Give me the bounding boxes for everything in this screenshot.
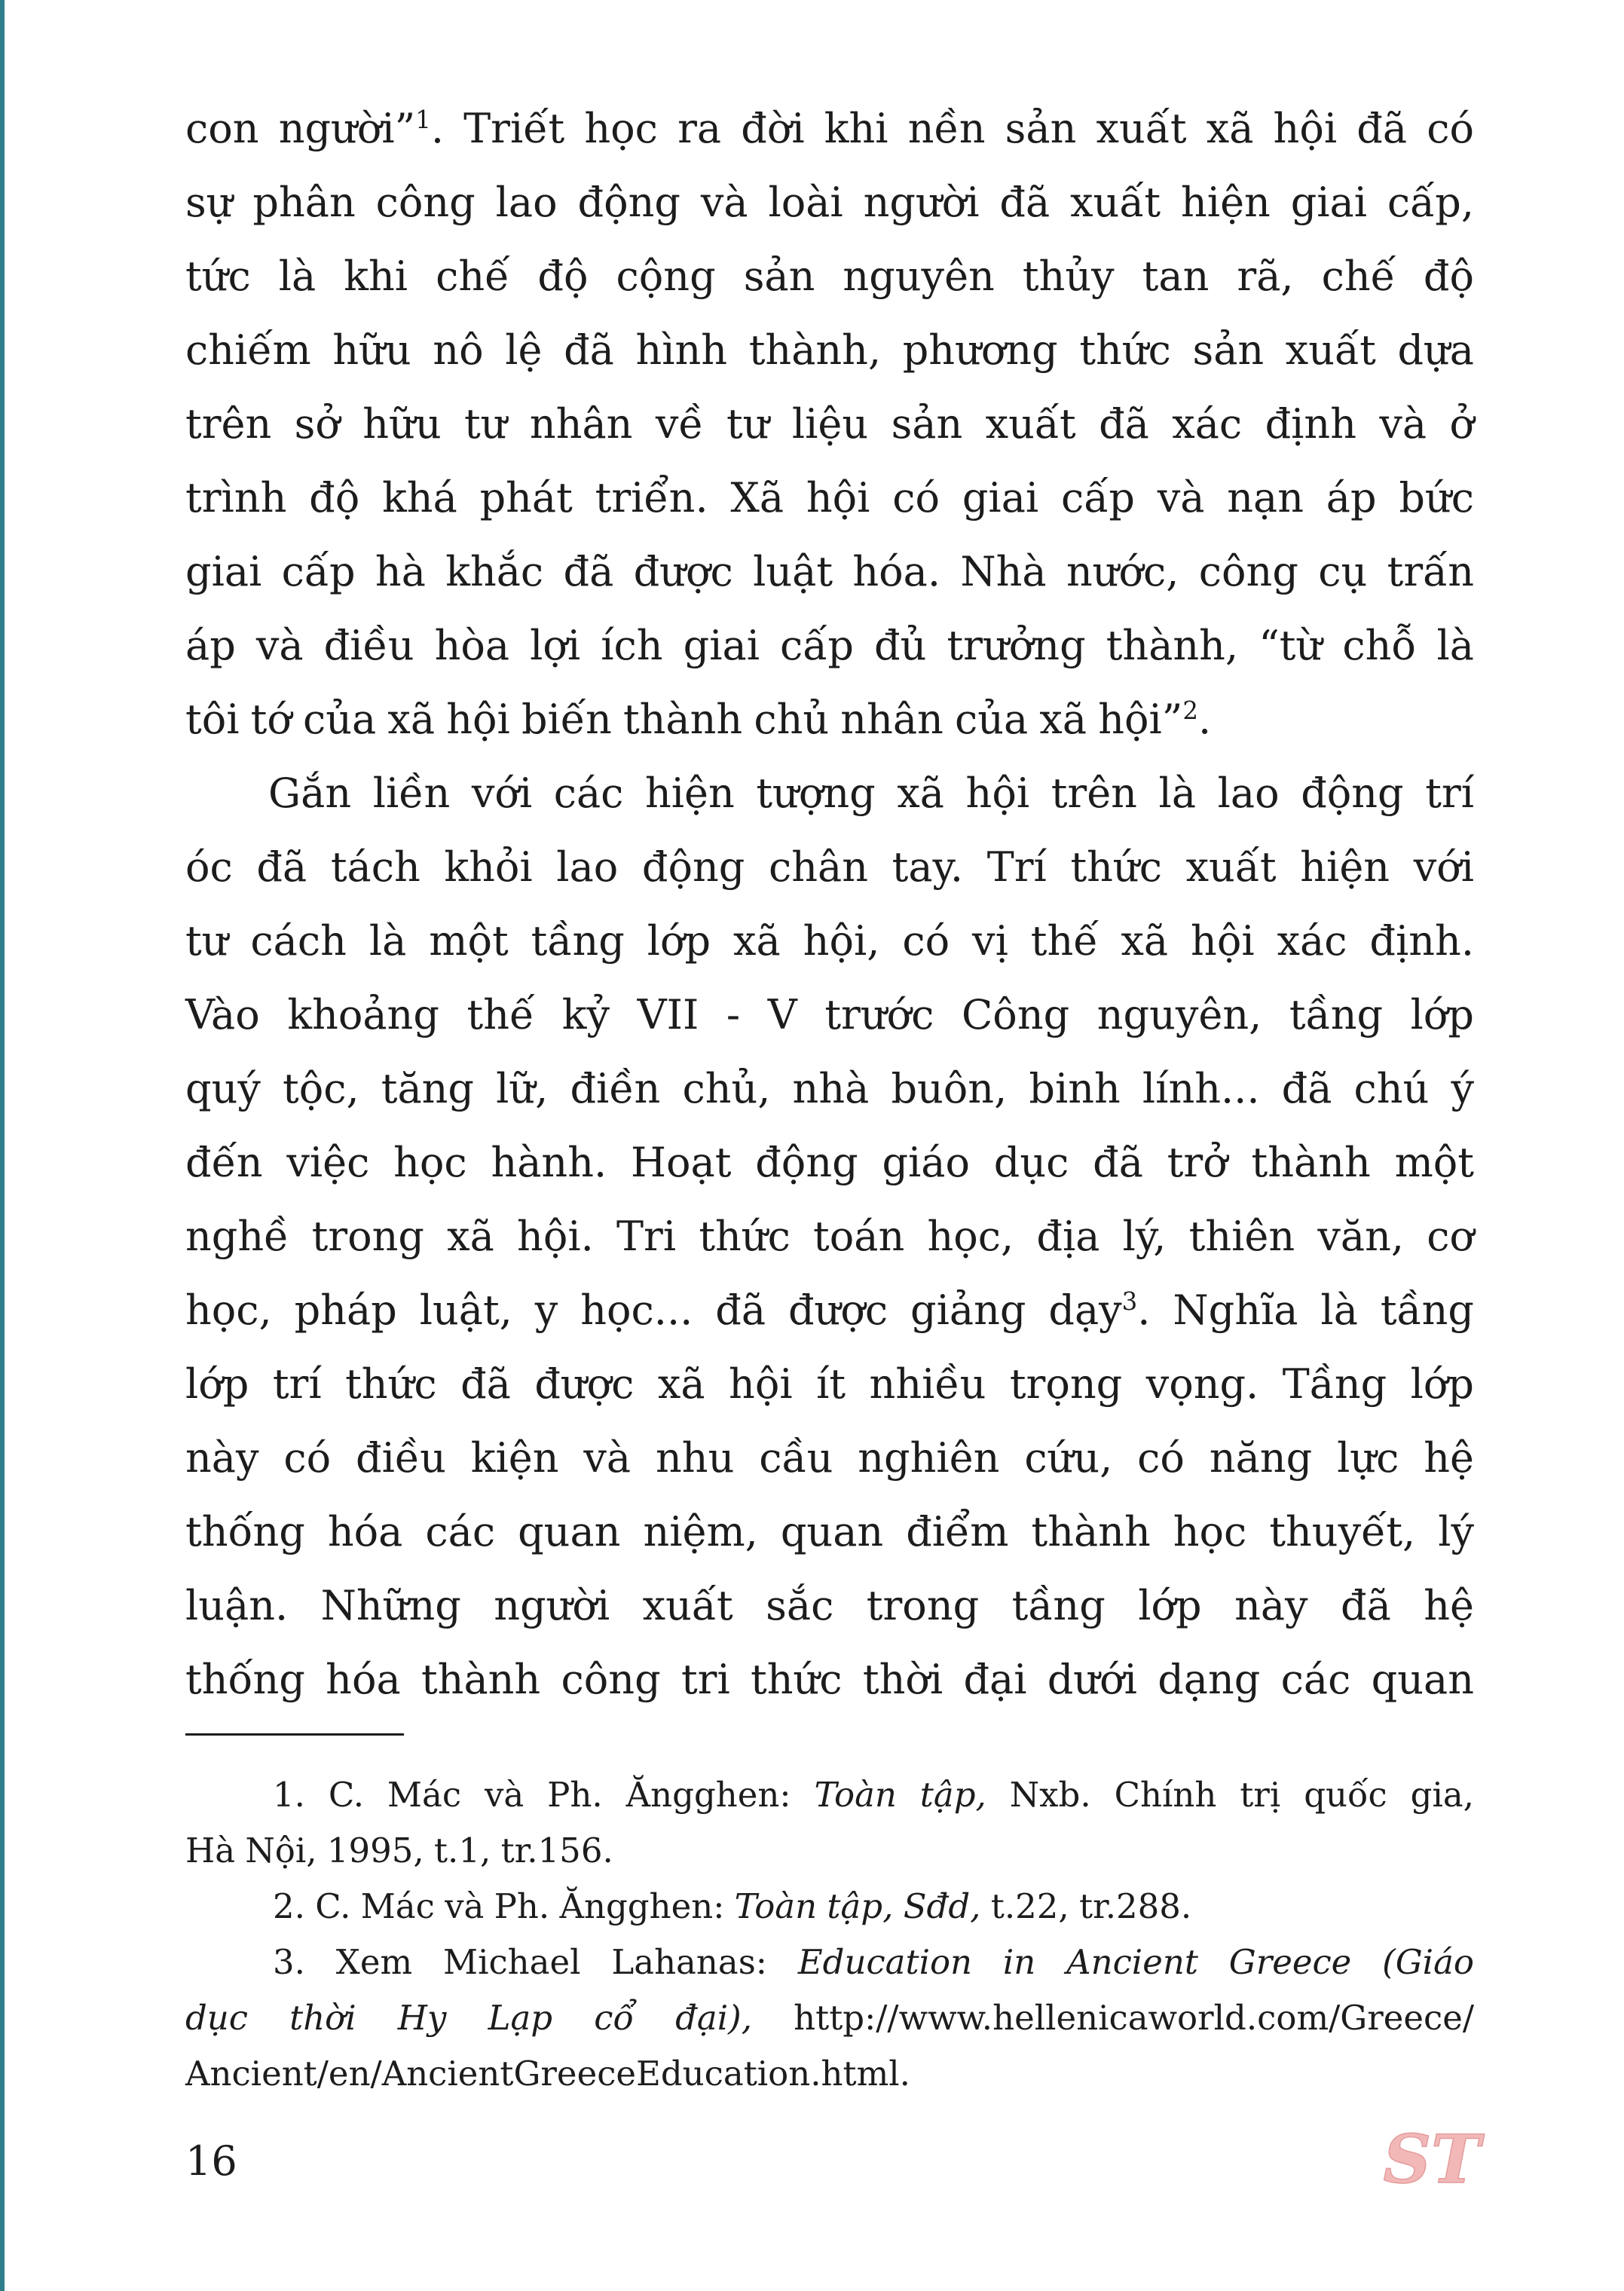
body-line: chiếm hữu nô lệ đã hình thành, phương thức sản xuất dựa [185,326,1474,374]
body-line: Gắn liền với các hiện tượng xã hội trên là lao động trí [268,769,1474,817]
body-line: lớp trí thức đã được xã hội ít nhiều trọng vọng. Tầng lớp [185,1360,1474,1408]
page-edge-accent [0,0,5,2291]
footnotes [185,1767,1474,2102]
body-line: trình độ khá phát triển. Xã hội có giai cấp và nạn áp bức [185,474,1474,522]
footnote-ref-3[interactable]: 3 [1121,1287,1138,1316]
body-line: giai cấp hà khắc đã được luật hóa. Nhà nước, công cụ trấn [185,548,1474,595]
body-line: đến việc học hành. Hoạt động giáo dục đã trở thành một [185,1139,1474,1186]
body-line: luận. Những người xuất sắc trong tầng lớp này đã hệ [185,1582,1474,1629]
body-line: quý tộc, tăng lữ, điền chủ, nhà buôn, binh lính... đã chú ý [185,1065,1474,1112]
body-line: học, pháp luật, y học... đã được giảng dạy$^3$. Nghĩa là tầng [185,1286,1474,1334]
body-line: con người”$^1$. Triết học ra đời khi nền sản xuất xã hội đã có [185,105,1474,152]
footnote-1: 1. C. Mác và Ph. Ăngghen: Toàn tập, Nxb. Chính trị quốc gia, [273,1775,1474,1815]
body-line: tôi tớ của xã hội biến thành chủ nhân của xã hội”$^2$. [185,696,1212,743]
footnote-3-cont [185,2046,1474,2102]
publisher-logo-icon [1383,2116,1481,2198]
body-line: sự phân công lao động và loài người đã xuất hiện giai cấp, [185,179,1474,226]
footnote-3: 3. Xem Michael Lahanas: Education in Ancient Greece (Giáo [273,1942,1474,1982]
footnote-1-cont: Hà Nội, 1995, t.1, tr.156. [185,1831,613,1870]
footnote-ref-2[interactable]: 2 [1182,696,1198,725]
body-line: tư cách là một tầng lớp xã hội, có vị thế xã hội xác định. [185,917,1474,965]
footnote-ref-1[interactable]: 1 [415,106,431,134]
footnote-divider [185,1733,404,1736]
footnote-2: 2. C. Mác và Ph. Ăngghen: Toàn tập, Sđd, t.22, tr.288. [273,1886,1192,1926]
body-line: nghề trong xã hội. Tri thức toán học, địa lý, thiên văn, cơ [185,1213,1474,1260]
footnote-url-cont[interactable]: Ancient/en/AncientGreeceEducation.html. [185,2054,910,2094]
footnote-3-cont: dục thời Hy Lạp cổ đại), http://www.hellenicaworld.com/Greece/ [185,1998,1474,2038]
body-line: trên sở hữu tư nhân về tư liệu sản xuất đã xác định và ở [185,400,1474,448]
page-number: 16 [185,2137,237,2185]
body-line: áp và điều hòa lợi ích giai cấp đủ trưởng thành, “từ chỗ là [185,622,1474,669]
body-line: thống hóa các quan niệm, quan điểm thành học thuyết, lý [185,1508,1474,1555]
svg-text:ST: ST [1383,2120,1481,2198]
footnote-url[interactable]: http://www.hellenicaworld.com/Greece/ [752,1998,1474,2038]
body-line: thống hóa thành công tri thức thời đại dưới dạng các quan [185,1656,1474,1703]
body-line: này có điều kiện và nhu cầu nghiên cứu, có năng lực hệ [185,1434,1474,1482]
body-line: Vào khoảng thế kỷ VII - V trước Công nguyên, tầng lớp [185,991,1474,1038]
body-line: tức là khi chế độ cộng sản nguyên thủy tan rã, chế độ [185,252,1474,300]
body-line: óc đã tách khỏi lao động chân tay. Trí thức xuất hiện với [185,843,1474,891]
body-text [185,92,1474,1717]
